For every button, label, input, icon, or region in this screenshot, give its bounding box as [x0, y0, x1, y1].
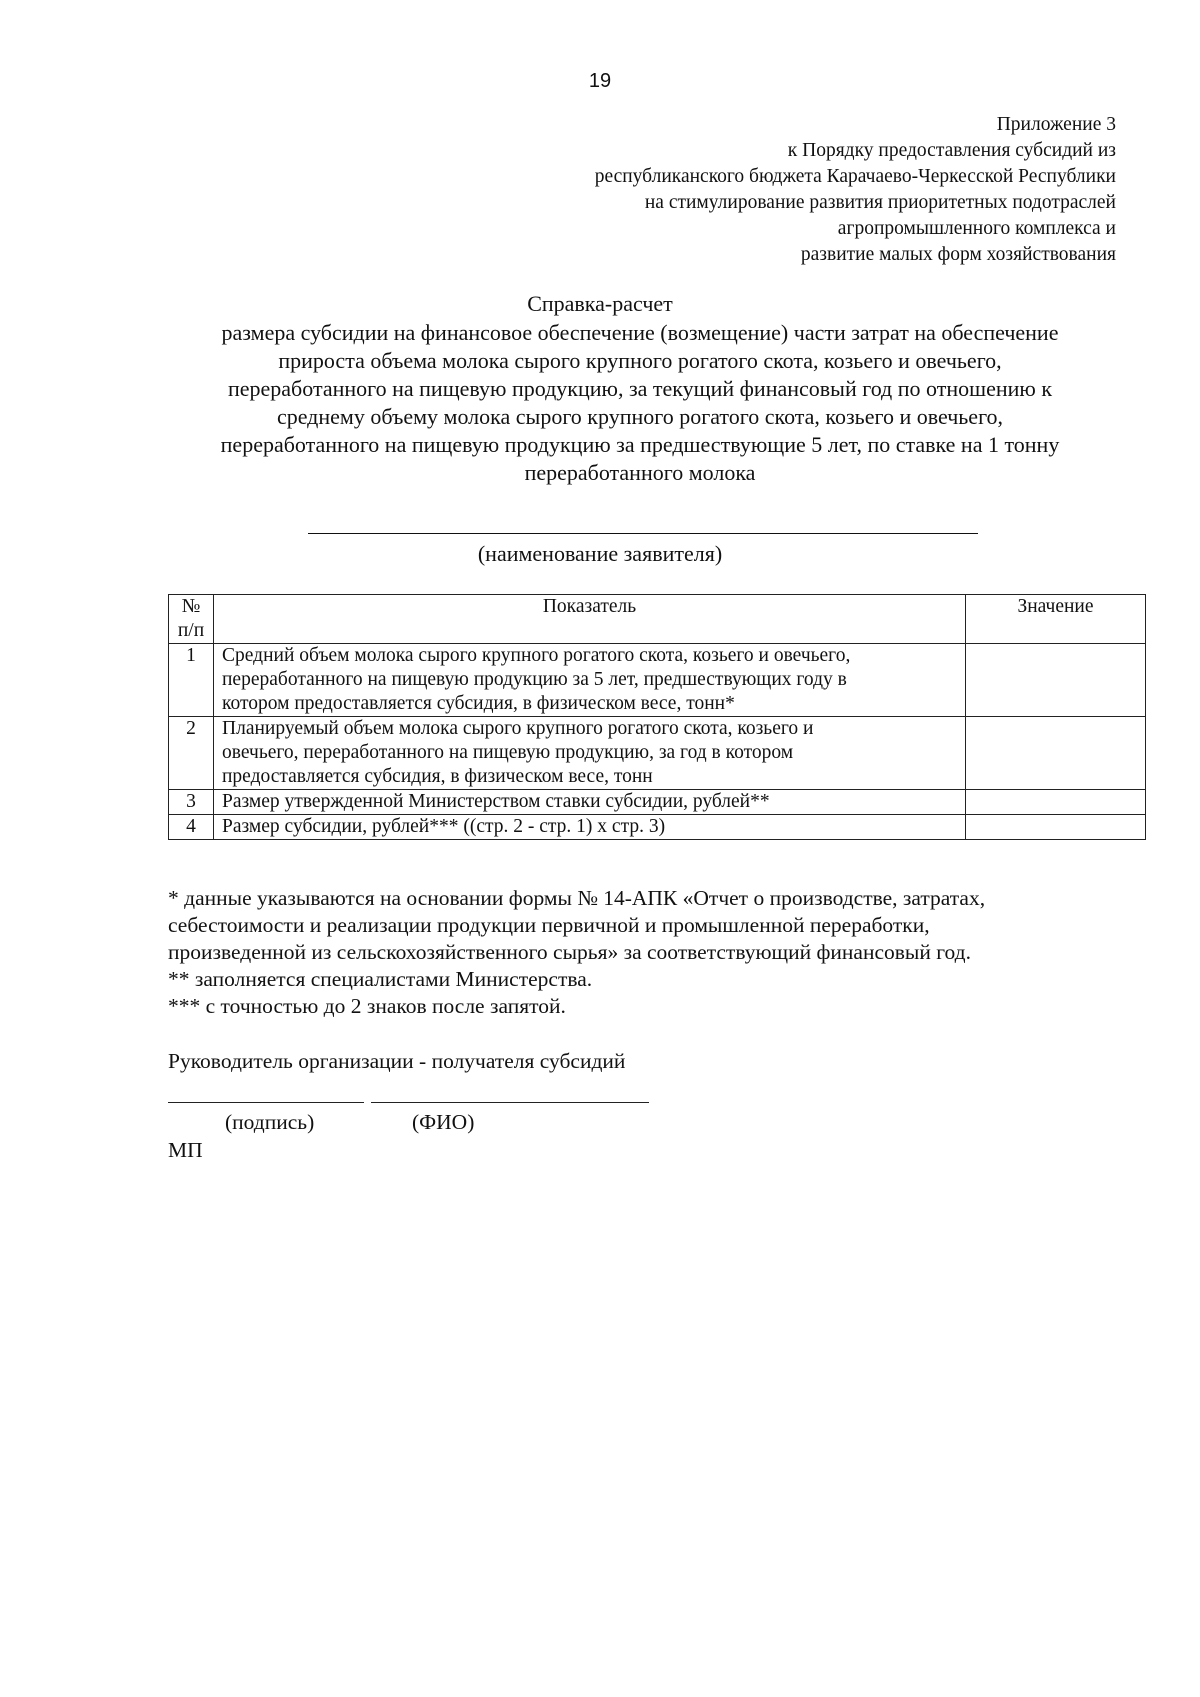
header-number	[169, 595, 214, 644]
indicator-line: Планируемый объем молока сырого крупного рогатого скота, козьего и	[222, 718, 814, 739]
row-value	[966, 644, 1146, 717]
header-indicator: Показатель	[214, 595, 966, 644]
indicator-line: овечьего, переработанного на пищевую продукцию, за год в котором	[222, 742, 794, 763]
row-indicator	[214, 717, 966, 790]
table-row	[169, 815, 1146, 840]
subtitle-line: среднему объему молока сырого крупного рогатого скота, козьего и овечьего,	[276, 404, 1004, 429]
row-value	[966, 717, 1146, 790]
subtitle-line: переработанного на пищевую продукцию за предшествующие 5 лет, по ставке на 1 тонну	[220, 432, 1060, 457]
appendix-line: на стимулирование развития приоритетных подотраслей	[644, 192, 1116, 213]
applicant-caption: (наименование заявителя)	[477, 541, 723, 566]
footnote-line: * данные указываются на основании формы № 14-АПК «Отчет о производстве, затратах,	[168, 886, 986, 910]
row-number: 4	[169, 815, 214, 840]
document-subtitle	[160, 319, 1120, 487]
row-number: 1	[169, 644, 214, 717]
applicant-name-line	[308, 533, 978, 534]
subtitle-line: переработанного молока	[524, 460, 756, 485]
footnote-line: ** заполняется специалистами Министерства.	[168, 967, 593, 991]
footnotes	[168, 885, 1148, 1020]
row-number: 3	[169, 790, 214, 815]
signature-line	[168, 1102, 364, 1103]
header-value: Значение	[966, 595, 1146, 644]
indicator-line: котором предоставляется субсидия, в физическом весе, тонн*	[222, 693, 735, 714]
fio-line	[371, 1102, 649, 1103]
stamp-label: МП	[168, 1138, 203, 1162]
row-indicator	[214, 815, 966, 840]
indicator-line: Размер утвержденной Министерством ставки субсидии, рублей**	[222, 791, 770, 812]
footnote-line: произведенной из сельскохозяйственного сырья» за соответствующий финансовый год.	[168, 940, 971, 964]
indicator-line: предоставляется субсидия, в физическом весе, тонн	[222, 766, 653, 787]
appendix-header	[416, 112, 1116, 268]
row-value	[966, 790, 1146, 815]
row-number: 2	[169, 717, 214, 790]
table-row	[169, 644, 1146, 717]
appendix-line: к Порядку предоставления субсидий из	[787, 140, 1116, 161]
fio-caption: (ФИО)	[412, 1110, 475, 1134]
row-indicator	[214, 790, 966, 815]
appendix-line: Приложение 3	[996, 114, 1116, 135]
subtitle-line: размера субсидии на финансовое обеспечение (возмещение) части затрат на обеспечение	[221, 320, 1059, 345]
footnote-line: *** с точностью до 2 знаков после запятой.	[168, 994, 566, 1018]
page-number: 19	[588, 70, 612, 92]
appendix-line: республиканского бюджета Карачаево-Черкесской Республики	[594, 166, 1116, 187]
calculation-table	[168, 594, 1146, 840]
appendix-line: развитие малых форм хозяйствования	[800, 244, 1116, 265]
organization-head-label: Руководитель организации - получателя субсидий	[168, 1049, 626, 1073]
row-indicator	[214, 644, 966, 717]
subtitle-line: прироста объема молока сырого крупного рогатого скота, козьего и овечьего,	[278, 348, 1002, 373]
header-number-line2: п/п	[177, 620, 205, 641]
table-row	[169, 717, 1146, 790]
appendix-line: агропромышленного комплекса и	[837, 218, 1116, 239]
row-value	[966, 815, 1146, 840]
indicator-line: переработанного на пищевую продукцию за 5 лет, предшествующих году в	[222, 669, 847, 690]
footnote-line: себестоимости и реализации продукции первичной и промышленной переработки,	[168, 913, 930, 937]
document-title: Справка-расчет	[527, 291, 673, 316]
indicator-line: Размер субсидии, рублей*** ((стр. 2 - стр. 1) х стр. 3)	[222, 816, 666, 837]
table-row	[169, 790, 1146, 815]
indicator-line: Средний объем молока сырого крупного рогатого скота, козьего и овечьего,	[222, 645, 851, 666]
table-header-row	[169, 595, 1146, 644]
header-number-line1: №	[181, 596, 201, 617]
signature-caption: (подпись)	[225, 1110, 315, 1134]
subtitle-line: переработанного на пищевую продукцию, за текущий финансовый год по отношению к	[227, 376, 1053, 401]
